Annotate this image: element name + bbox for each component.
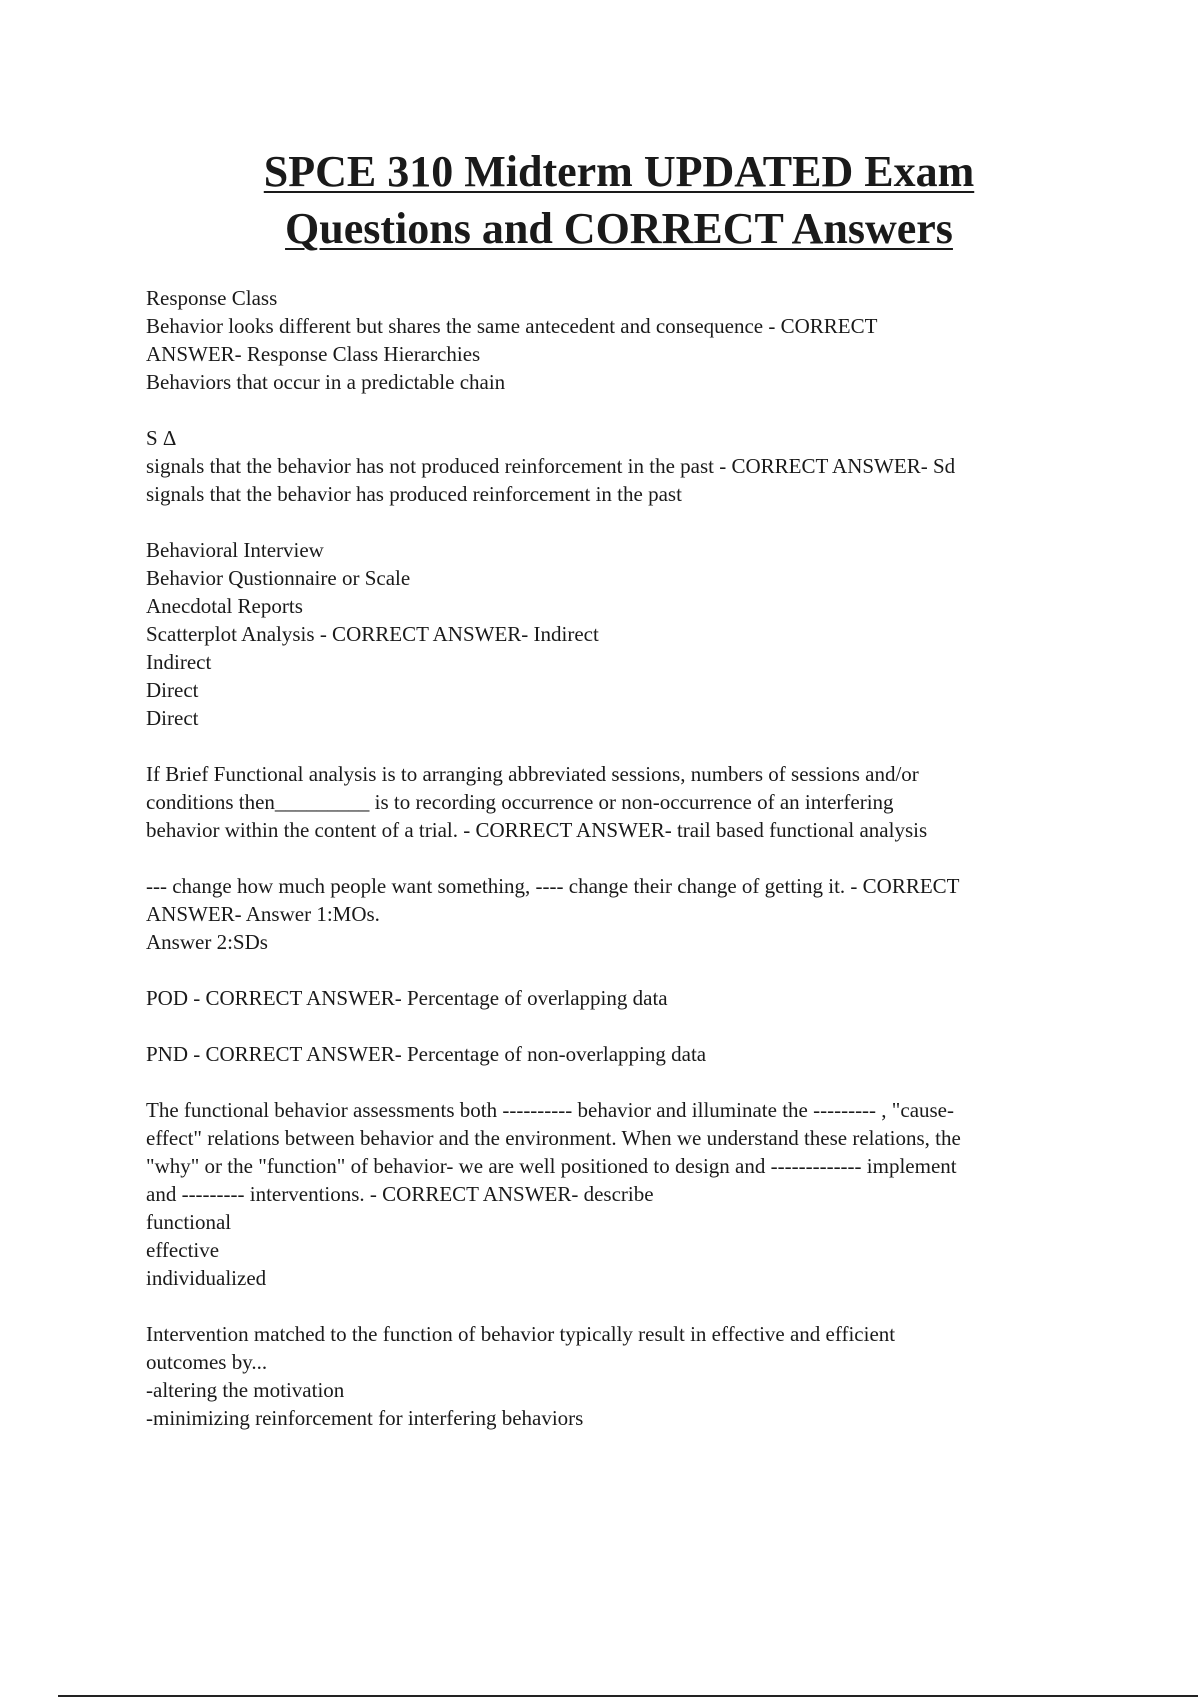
text-line: effect" relations between behavior and the environment. When we understand these relations, the [146, 1126, 961, 1150]
text-line: signals that the behavior has produced reinforcement in the past [146, 482, 682, 506]
qa-block-functional-analysis [146, 760, 1106, 844]
text-line: Direct [146, 678, 199, 702]
text-line: conditions then_________ is to recording occurrence or non-occurrence of an interfering [146, 790, 894, 814]
text-line: PND - CORRECT ANSWER- Percentage of non-overlapping data [146, 1042, 707, 1066]
text-line: outcomes by... [146, 1350, 268, 1374]
qa-block-response-class [146, 284, 1106, 396]
text-line: Behavior looks different but shares the same antecedent and consequence - CORRECT [146, 314, 878, 338]
text-line: Anecdotal Reports [146, 594, 303, 618]
text-line: Intervention matched to the function of behavior typically result in effective and efficient [146, 1322, 896, 1346]
text-line: POD - CORRECT ANSWER- Percentage of overlapping data [146, 986, 668, 1010]
text-line: Behaviors that occur in a predictable chain [146, 370, 506, 394]
qa-block-fba [146, 1096, 1106, 1292]
text-line: If Brief Functional analysis is to arranging abbreviated sessions, numbers of sessions and/or [146, 762, 919, 786]
text-line: behavior within the content of a trial. - CORRECT ANSWER- trail based functional analysis [146, 818, 928, 842]
text-line: ANSWER- Response Class Hierarchies [146, 342, 481, 366]
text-line: signals that the behavior has not produced reinforcement in the past - CORRECT ANSWER- Sd [146, 454, 956, 478]
text-line: individualized [146, 1266, 267, 1290]
qa-block-mos-sds [146, 872, 1106, 956]
qa-block-pnd [146, 1040, 1106, 1068]
text-line: Behavioral Interview [146, 538, 324, 562]
text-line: --- change how much people want something, ---- change their change of getting it. - CORRECT [146, 874, 960, 898]
text-line: functional [146, 1210, 232, 1234]
text-line: Scatterplot Analysis - CORRECT ANSWER- Indirect [146, 622, 599, 646]
text-line: "why" or the "function" of behavior- we are well positioned to design and ------------- implement [146, 1154, 957, 1178]
document-body [146, 284, 1106, 1460]
qa-block-intervention [146, 1320, 1106, 1432]
text-line: S Δ [146, 426, 177, 450]
text-line: and --------- interventions. - CORRECT ANSWER- describe [146, 1182, 654, 1206]
text-line: Response Class [146, 286, 278, 310]
qa-block-assessment-methods [146, 536, 1106, 732]
text-line: Direct [146, 706, 199, 730]
text-line: -altering the motivation [146, 1378, 345, 1402]
text-line: -minimizing reinforcement for interfering behaviors [146, 1406, 584, 1430]
qa-block-pod [146, 984, 1106, 1012]
title-line: Questions and CORRECT Answers [285, 204, 953, 253]
page-bottom-rule [58, 1695, 1198, 1697]
qa-block-s-delta [146, 424, 1106, 508]
text-line: The functional behavior assessments both ---------- behavior and illuminate the --------- , "cause- [146, 1098, 954, 1122]
document-title [0, 143, 1200, 257]
text-line: Answer 2:SDs [146, 930, 268, 954]
text-line: ANSWER- Answer 1:MOs. [146, 902, 380, 926]
title-line: SPCE 310 Midterm UPDATED Exam [263, 147, 975, 196]
text-line: effective [146, 1238, 220, 1262]
text-line: Behavior Qustionnaire or Scale [146, 566, 411, 590]
text-line: Indirect [146, 650, 212, 674]
